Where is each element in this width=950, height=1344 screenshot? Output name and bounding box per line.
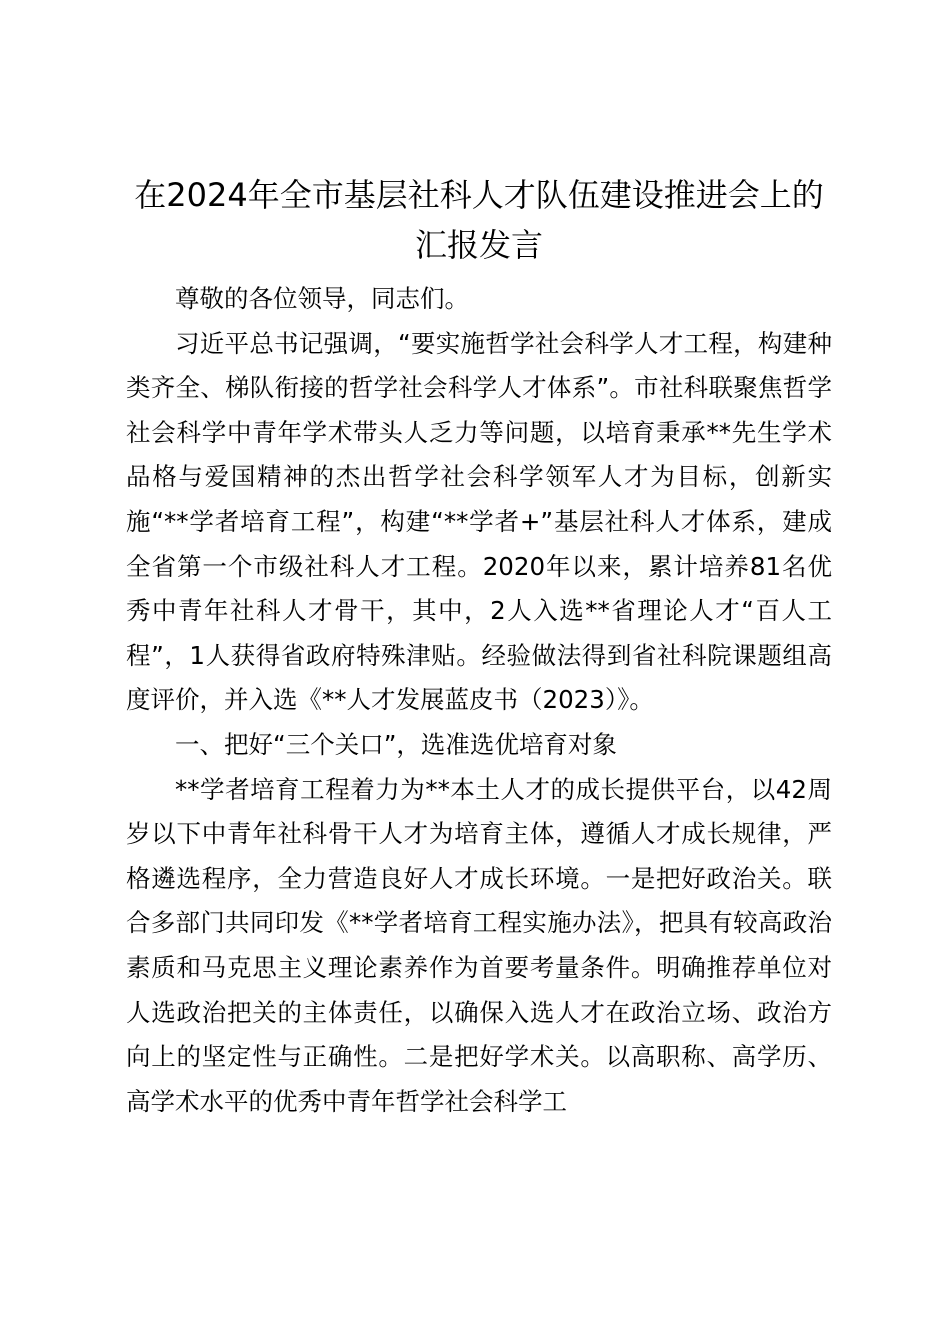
greeting-paragraph: 尊敬的各位领导，同志们。: [175, 284, 469, 313]
section-heading: 一、把好“三个关口”，选准选优培育对象: [175, 729, 617, 759]
document-title: 在2024年全市基层社科人才队伍建设推进会上的汇报发言: [134, 176, 824, 264]
intro-paragraph: 习近平总书记强调，“要实施哲学社会科学人才工程，构建种类齐全、梯队衔接的哲学社会科学人才体系”。市社科联聚焦哲学社会科学中青年学术带头人乏力等问题，以培育秉承**先生学术品格与爱国精神的杰出哲学社会科学领军人才为目标，创新实施“**学者培育工程”，构建“**学者+”基层社科人才体系，建成全省第一个市级社科人才工程。2020年以来，累计培养81名优秀中青年社科人才骨干，其中，2人入选**省理论人才“百人工程”，1人获得省政府特殊津贴。经验做法得到省社科院课题组高度评价，并入选《**人才发展蓝皮书（2023）》。: [126, 328, 832, 715]
document-body: [126, 277, 832, 1124]
section-paragraph: **学者培育工程着力为**本土人才的成长提供平台，以42周岁以下中青年社科骨干人才为培育主体，遵循人才成长规律，严格遴选程序，全力营造良好人才成长环境。一是把好政治关。联合多部门共同印发《**学者培育工程实施办法》，把具有较高政治素质和马克思主义理论素养作为首要考量条件。明确推荐单位对人选政治把关的主体责任，以确保入选人才在政治立场、政治方向上的坚定性与正确性。二是把好学术关。以高职称、高学历、高学术水平的优秀中青年哲学社会科学工: [126, 774, 832, 1116]
